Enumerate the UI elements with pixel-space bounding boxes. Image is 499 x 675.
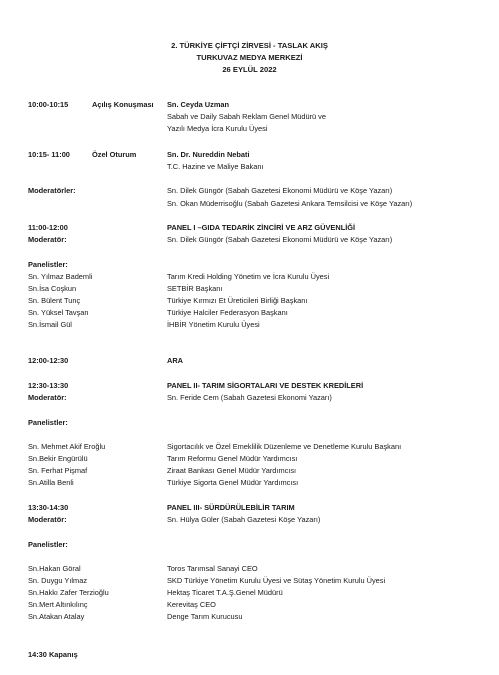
special-speaker: Sn. Dr. Nureddin Nebati (167, 150, 250, 159)
panel3-time: 13:30-14:30 (28, 503, 69, 512)
panelist-name: Sn.Atakan Atalay (28, 612, 85, 621)
panel2-title: PANEL II- TARIM SİGORTALARI VE DESTEK KREDİLERİ (167, 381, 364, 390)
venue: TURKUVAZ MEDYA MERKEZİ (196, 53, 303, 62)
closing: 14:30 Kapanış (28, 650, 78, 659)
moderator-1: Sn. Dilek Güngör (Sabah Gazetesi Ekonomi Müdürü ve Köşe Yazarı) (167, 186, 393, 195)
opening-time: 10:00-10:15 (28, 100, 69, 109)
panel1-time: 11:00-12:00 (28, 223, 68, 232)
panelist-role: Türkiye Kırmızı Et Üreticileri Birliği Başkanı (167, 296, 308, 305)
panelist-role: SKD Türkiye Yönetim Kurulu Üyesi ve Sütaş Yönetim Kurulu Üyesi (167, 576, 386, 585)
panel3-panelists-label: Panelistler: (28, 540, 68, 549)
special-title: Özel Oturum (92, 150, 137, 159)
panelist-role: Kerevitaş CEO (167, 600, 216, 609)
panel3-moderator-label: Moderatör: (28, 515, 67, 524)
panelist-name: Sn. Ferhat Pişmaf (28, 466, 88, 475)
moderators-label: Moderatörler: (28, 186, 76, 195)
panel3-title: PANEL III- SÜRDÜRÜLEBİLİR TARIM (167, 503, 295, 512)
opening-title: Açılış Konuşması (92, 100, 154, 109)
doc-title: 2. TÜRKİYE ÇİFTÇİ ZİRVESİ - TASLAK AKIŞ (171, 41, 328, 50)
opening-role-2: Yazılı Medya İcra Kurulu Üyesi (167, 124, 268, 133)
panel1-moderator-label: Moderatör: (28, 235, 67, 244)
panelist-role: Tarım Reformu Genel Müdür Yardımcısı (167, 454, 298, 463)
panelist-name: Sn.Mert Altınkılınç (28, 600, 88, 609)
panelist-name: Sn. Mehmet Akif Eroğlu (28, 442, 106, 451)
panelist-name: Sn. Yüksel Tavşan (28, 308, 89, 317)
special-role: T.C. Hazine ve Maliye Bakanı (167, 162, 264, 171)
panelist-role: Denge Tarım Kurucusu (167, 612, 243, 621)
panelist-name: Sn.Bekir Engürülü (28, 454, 88, 463)
panel2-time: 12:30-13:30 (28, 381, 69, 390)
break-time: 12:00-12:30 (28, 356, 69, 365)
date: 26 EYLÜL 2022 (222, 65, 277, 74)
moderator-2: Sn. Okan Müderrisoğlu (Sabah Gazetesi Ankara Temsilcisi ve Köşe Yazarı) (167, 199, 413, 208)
panelist-role: Türkiye Sigorta Genel Müdür Yardımcısı (167, 478, 299, 487)
panel1-title: PANEL I –GIDA TEDARİK ZİNCİRİ VE ARZ GÜVENLİĞİ (167, 223, 356, 232)
panelist-name: Sn.Atilla Benli (28, 478, 74, 487)
panelist-name: Sn. Yılmaz Bademli (28, 272, 93, 281)
panelist-role: Tarım Kredi Holding Yönetim ve İcra Kurulu Üyesi (167, 272, 330, 281)
panelist-role: Hektaş Ticaret T.A.Ş.Genel Müdürü (167, 588, 283, 597)
special-time: 10:15- 11:00 (28, 150, 70, 159)
panel2-moderator-label: Moderatör: (28, 393, 67, 402)
panelist-role: Ziraat Bankası Genel Müdür Yardımcısı (167, 466, 297, 475)
panel2-panelists-label: Panelistler: (28, 418, 68, 427)
panelist-role: İHBİR Yönetim Kurulu Üyesi (167, 320, 260, 329)
panelist-name: Sn.Hakkı Zafer Terzioğlu (28, 588, 109, 597)
panelist-role: SETBİR Başkanı (167, 284, 223, 293)
panelist-name: Sn.Hakan Göral (28, 564, 81, 573)
break-title: ARA (167, 356, 184, 365)
panelist-role: Türkiye Halciler Federasyon Başkanı (167, 308, 288, 317)
panel1-panelists-label: Panelistler: (28, 260, 68, 269)
panel2-moderator: Sn. Feride Cem (Sabah Gazetesi Ekonomi Yazarı) (167, 393, 332, 402)
panelist-name: Sn.İsa Coşkun (28, 284, 77, 293)
panelist-role: Toros Tarımsal Sanayi CEO (167, 564, 258, 573)
panelist-name: Sn. Duygu Yılmaz (28, 576, 88, 585)
panelist-name: Sn.İsmail Gül (28, 320, 72, 329)
opening-speaker: Sn. Ceyda Uzman (167, 100, 230, 109)
panelist-role: Sigortacılık ve Özel Emeklilik Düzenleme ve Denetleme Kurulu Başkanı (167, 442, 402, 451)
panelist-name: Sn. Bülent Tunç (28, 296, 81, 305)
panel3-moderator: Sn. Hülya Güler (Sabah Gazetesi Köşe Yazarı) (167, 515, 321, 524)
opening-role-1: Sabah ve Daily Sabah Reklam Genel Müdürü ve (167, 112, 326, 121)
panel1-moderator: Sn. Dilek Güngör (Sabah Gazetesi Ekonomi Müdürü ve Köşe Yazarı) (167, 235, 393, 244)
